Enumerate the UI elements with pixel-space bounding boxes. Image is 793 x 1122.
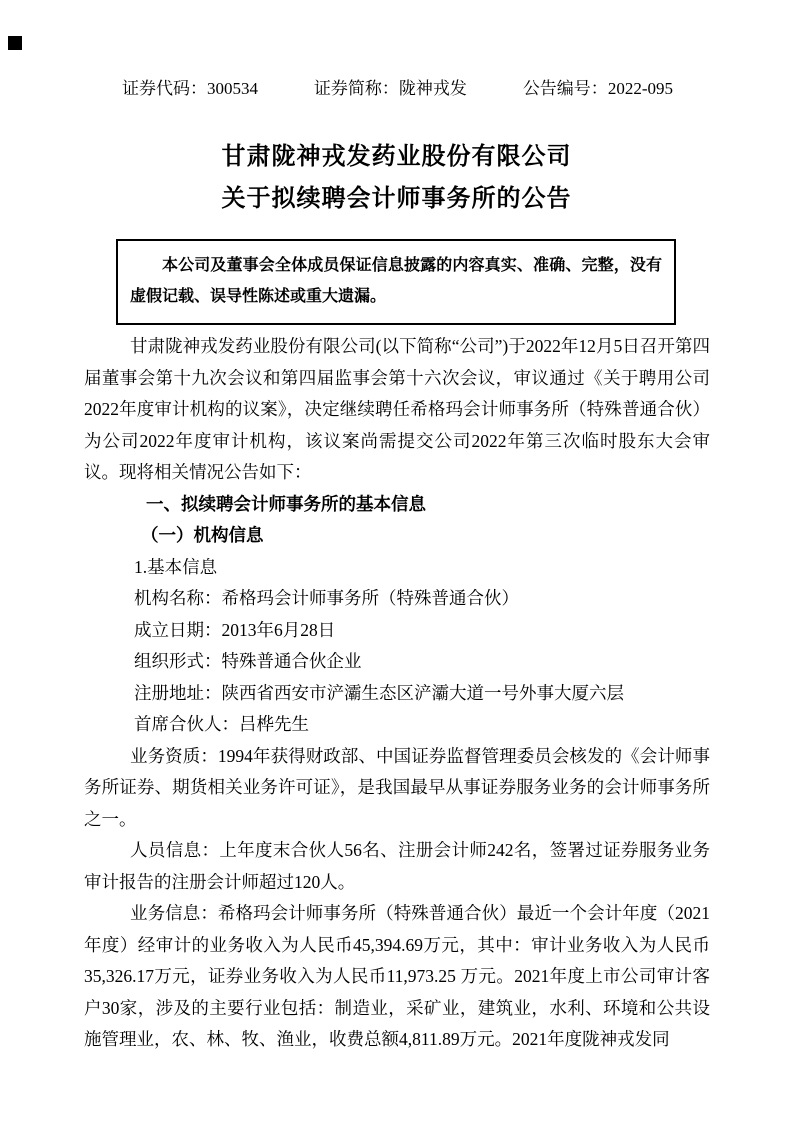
field-value: 希格玛会计师事务所（特殊普通合伙）: [221, 588, 519, 608]
disclosure-notice-box: [116, 239, 676, 325]
stock-code-value: 300534: [207, 79, 258, 98]
field-value: 吕桦先生: [239, 714, 309, 734]
field-row-org-name: [84, 583, 710, 615]
field-row-registered-address: [84, 678, 710, 710]
field-value: 2013年6月28日: [221, 619, 336, 640]
field-label: 机构名称：: [134, 588, 222, 608]
announcement-number-value: 2022-095: [607, 79, 673, 98]
personnel-paragraph: 人员信息：上年度末合伙人56名、注册会计师242名，签署过证券服务业务审计报告的注册会计师超过120人。: [84, 840, 710, 892]
field-label: 注册地址：: [134, 682, 222, 703]
section-1-heading: 一、拟续聘会计师事务所的基本信息: [146, 493, 426, 514]
corner-mark: [8, 36, 22, 50]
business-paragraph: 业务信息：希格玛会计师事务所（特殊普通合伙）最近一个会计年度（2021年度）经审计的业务收入为人民币45,394.69万元，其中：审计业务收入为人民币35,326.17万元，证券业务收入为人民币11,973.25 万元。2021年度上市公司审计客户30家，涉及的主要行业包括：制造业，采矿业，建筑业，水利、环境和公共设施管理业，农、林、牧、渔业，收费总额4,811.89万元。2021年度陇神戎发同: [84, 903, 710, 1049]
field-value: 陕西省西安市浐灞生态区浐灞大道一号外事大厦六层: [221, 682, 624, 703]
stock-short-name-label: 证券简称：: [313, 79, 399, 98]
stock-code: [122, 78, 258, 100]
company-name-title: 甘肃陇神戎发药业股份有限公司: [221, 144, 572, 170]
field-row-founding-date: [84, 615, 710, 647]
basic-info-item: 1.基本信息: [134, 556, 218, 577]
field-row-chief-partner: [84, 709, 710, 741]
field-row-org-form: [84, 646, 710, 678]
title-block: [0, 136, 793, 220]
announcement-title: 关于拟续聘会计师事务所的公告: [221, 186, 572, 212]
field-value: 特殊普通合伙企业: [221, 651, 362, 671]
field-label: 首席合伙人：: [134, 714, 239, 734]
field-label: 成立日期：: [134, 619, 222, 640]
stock-short-name: [314, 78, 467, 100]
field-label: 组织形式：: [134, 651, 222, 671]
qualification-paragraph: 业务资质：1994年获得财政部、中国证券监督管理委员会核发的《会计师事务所证券、期货相关业务许可证》，是我国最早从事证券服务业务的会计师事务所之一。: [84, 745, 710, 829]
announcement-number: [523, 78, 673, 100]
document-body: [84, 331, 710, 1056]
stock-short-name-value: 陇神戎发: [398, 79, 467, 98]
document-header: [122, 78, 673, 100]
stock-code-label: 证券代码：: [122, 79, 207, 98]
intro-paragraph: 甘肃陇神戎发药业股份有限公司(以下简称“公司”)于2022年12月5日召开第四届董事会第十九次会议和第四届监事会第十六次会议，审议通过《关于聘用公司2022年度审计机构的议案》，决定继续聘任希格玛会计师事务所（特殊普通合伙）为公司2022年度审计机构，该议案尚需提交公司2022年第三次临时股东大会审议。现将相关情况公告如下：: [84, 336, 710, 482]
announcement-number-label: 公告编号：: [522, 79, 608, 98]
section-1-1-heading: （一）机构信息: [141, 525, 264, 545]
disclosure-notice-text: 本公司及董事会全体成员保证信息披露的内容真实、准确、完整，没有虚假记载、误导性陈述或重大遗漏。: [130, 257, 662, 305]
